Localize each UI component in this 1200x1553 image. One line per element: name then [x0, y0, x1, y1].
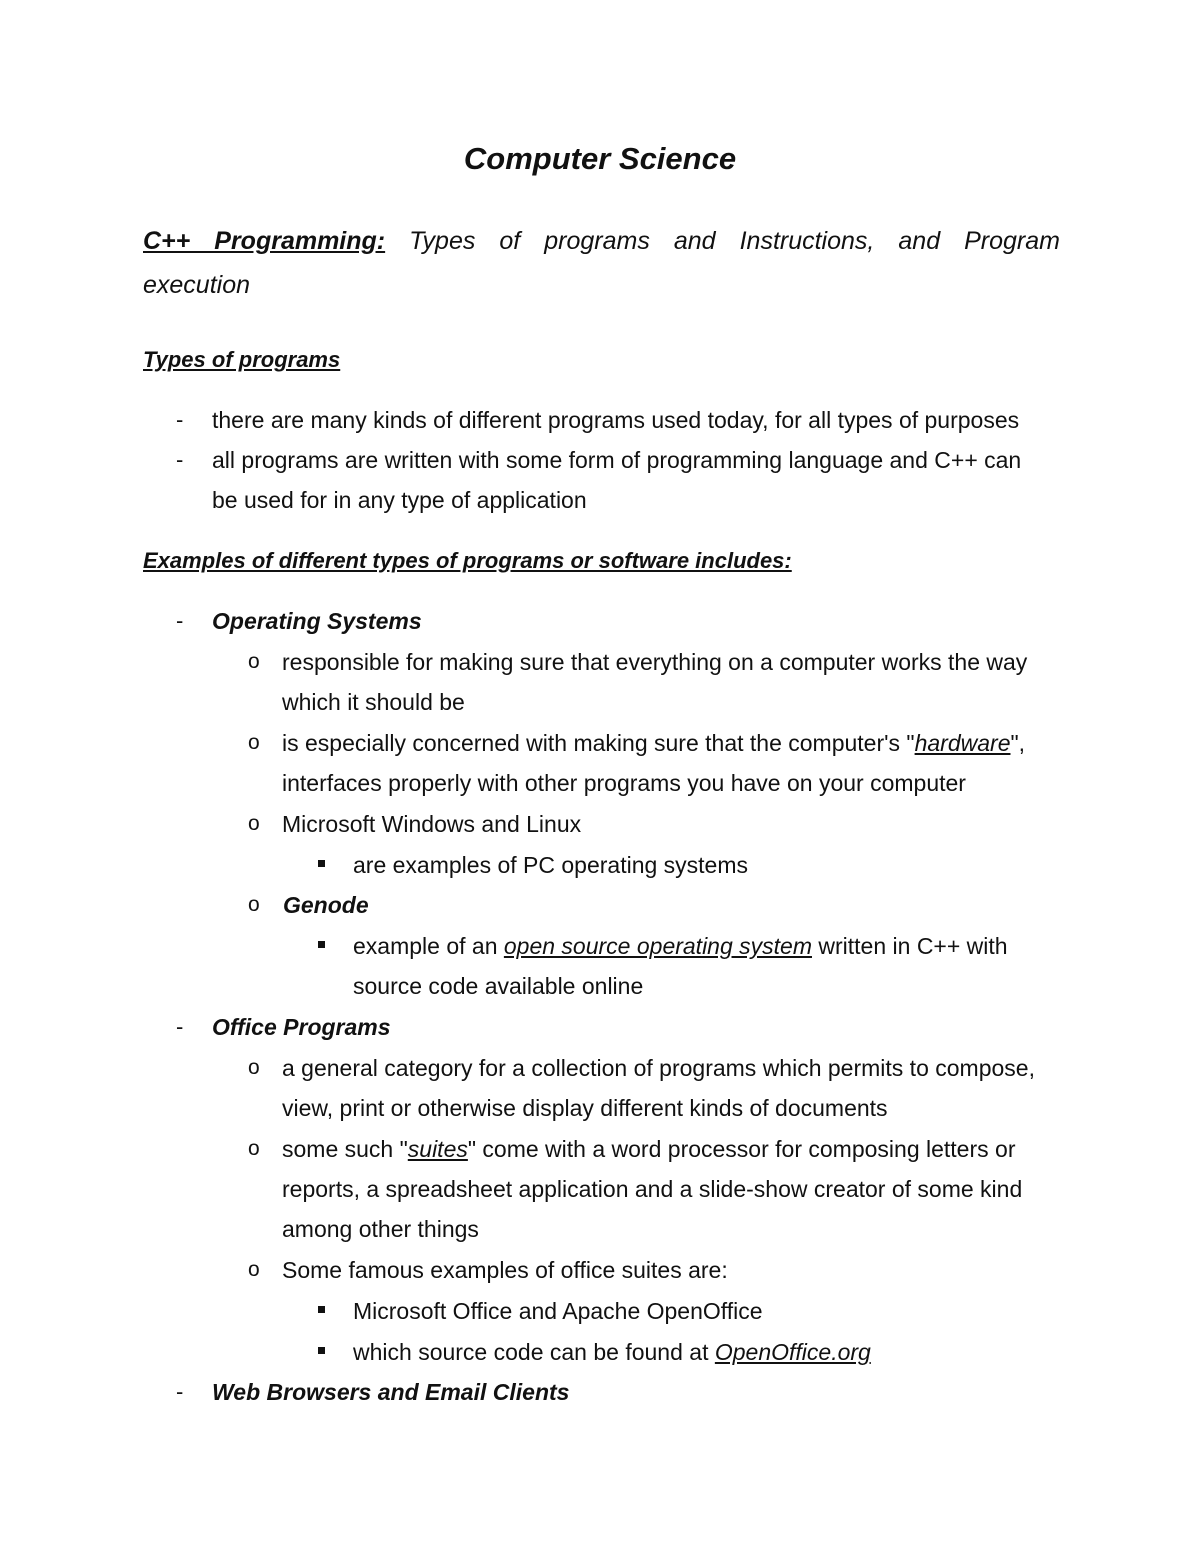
circle-bullet: o — [248, 893, 260, 916]
hardware-link[interactable]: hardware — [914, 730, 1011, 756]
page-title: Computer Science — [463, 141, 737, 176]
list-item — [282, 729, 1025, 757]
square-bullet-icon — [318, 1347, 325, 1354]
text-fragment: example of an — [353, 933, 504, 959]
circle-bullet: o — [248, 1137, 260, 1160]
list-item: Some famous examples of office suites are: — [282, 1257, 728, 1283]
list-item-continuation: be used for in any type of application — [212, 487, 587, 513]
openoffice-link[interactable]: OpenOffice.org — [714, 1339, 871, 1365]
list-item-continuation: which it should be — [282, 689, 465, 715]
circle-bullet: o — [248, 812, 260, 835]
text-fragment: some such " — [282, 1136, 408, 1162]
list-item: Microsoft Windows and Linux — [282, 811, 582, 837]
circle-bullet: o — [248, 1056, 260, 1079]
subtitle-rest: Types of programs and Instructions, and Program — [385, 227, 1060, 255]
text-fragment: which source code can be found at — [353, 1339, 715, 1365]
subheading-web-browsers: Web Browsers and Email Clients — [212, 1379, 570, 1405]
list-item — [282, 1135, 1015, 1163]
suites-link[interactable]: suites — [407, 1136, 468, 1162]
list-item: there are many kinds of different programs used today, for all types of purposes — [212, 407, 1020, 433]
subheading-operating-systems: Operating Systems — [212, 608, 422, 634]
section-heading-types: Types of programs — [143, 347, 341, 372]
dash-marker: - — [176, 608, 184, 633]
text-fragment: ", — [1010, 730, 1026, 756]
subtitle-line1 — [143, 218, 1060, 264]
section-heading-examples: Examples of different types of programs or software includes: — [143, 548, 792, 573]
list-item: responsible for making sure that everything on a computer works the way — [282, 649, 1028, 675]
square-bullet-icon — [318, 941, 325, 948]
list-item-continuation: among other things — [282, 1216, 479, 1242]
list-item-continuation: source code available online — [353, 973, 644, 999]
list-item-continuation: view, print or otherwise display different kinds of documents — [282, 1095, 888, 1121]
square-bullet-icon — [318, 1306, 325, 1313]
square-bullet-icon — [318, 860, 325, 867]
subheading-office-programs: Office Programs — [212, 1014, 391, 1040]
list-item — [353, 932, 1008, 960]
dash-marker: - — [176, 1379, 184, 1404]
subheading-genode: Genode — [283, 892, 369, 918]
text-fragment: written in C++ with — [812, 933, 1008, 959]
circle-bullet: o — [248, 1258, 260, 1281]
list-item: Microsoft Office and Apache OpenOffice — [353, 1298, 763, 1324]
list-item: a general category for a collection of programs which permits to compose, — [282, 1055, 1035, 1081]
list-item: all programs are written with some form of programming language and C++ can — [212, 447, 1022, 473]
subtitle-lead: C++ Programming: — [143, 227, 386, 255]
text-fragment: " come with a word processor for composing letters or — [467, 1136, 1016, 1162]
circle-bullet: o — [248, 731, 260, 754]
list-item: are examples of PC operating systems — [353, 852, 749, 878]
dash-marker: - — [176, 447, 184, 472]
list-item-continuation: interfaces properly with other programs you have on your computer — [282, 770, 966, 796]
dash-marker: - — [176, 1014, 184, 1039]
text-fragment: is especially concerned with making sure that the computer's " — [282, 730, 915, 756]
dash-marker: - — [176, 407, 184, 432]
list-item — [353, 1338, 871, 1366]
circle-bullet: o — [248, 650, 260, 673]
subtitle-line2: execution — [143, 271, 251, 299]
list-item-continuation: reports, a spreadsheet application and a slide-show creator of some kind — [282, 1176, 1023, 1202]
open-source-os-link[interactable]: open source operating system — [503, 933, 812, 959]
